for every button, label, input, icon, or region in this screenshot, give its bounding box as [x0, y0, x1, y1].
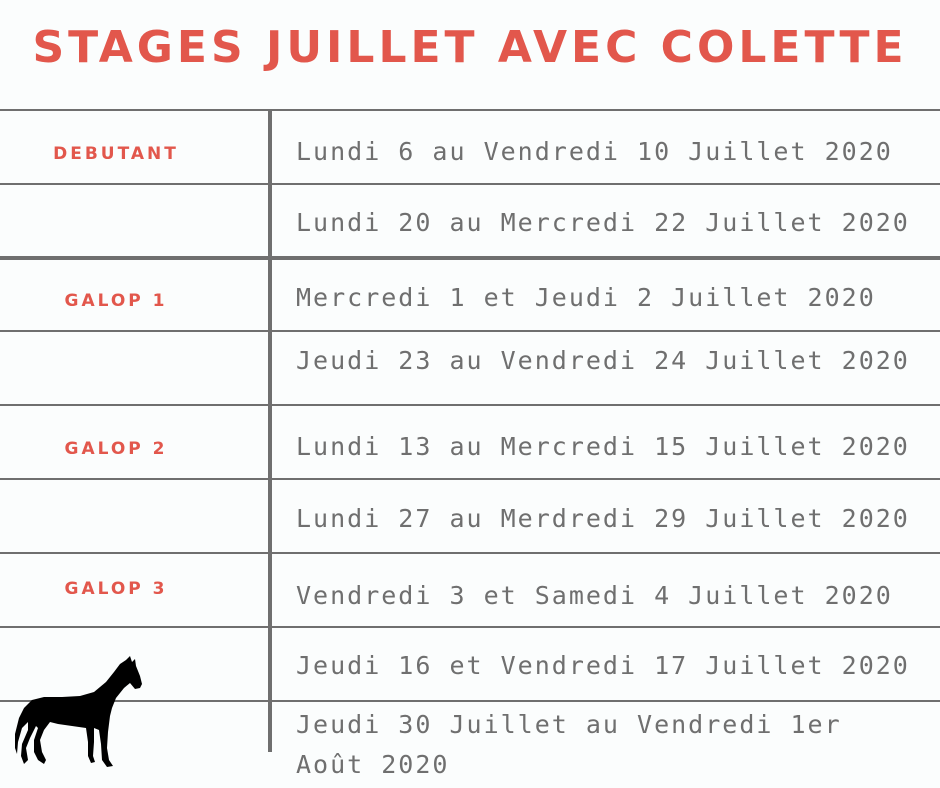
date-row: Vendredi 3 et Samedi 4 Juillet 2020 — [296, 581, 893, 610]
page-title: STAGES JUILLET AVEC COLETTE — [32, 22, 908, 73]
date-row: Jeudi 16 et Vendredi 17 Juillet 2020 — [296, 651, 910, 680]
category-galop-3: GALOP 3 — [64, 579, 168, 599]
group-divider — [0, 256, 940, 260]
date-row: Jeudi 30 Juillet au Vendredi 1er Août 2020 — [296, 710, 842, 779]
column-divider — [268, 110, 272, 752]
horse-silhouette-icon — [14, 656, 144, 772]
date-row: Lundi 6 au Vendredi 10 Juillet 2020 — [296, 137, 893, 166]
category-galop-1: GALOP 1 — [64, 291, 168, 311]
row-divider — [0, 183, 940, 185]
row-divider — [0, 330, 940, 332]
row-divider — [0, 626, 940, 628]
group-divider — [0, 404, 940, 406]
category-debutant: DEBUTANT — [53, 144, 179, 164]
date-row: Lundi 20 au Mercredi 22 Juillet 2020 — [296, 208, 910, 237]
date-row: Lundi 27 au Merdredi 29 Juillet 2020 — [296, 504, 910, 533]
date-row: Mercredi 1 et Jeudi 2 Juillet 2020 — [296, 283, 876, 312]
date-row: Jeudi 23 au Vendredi 24 Juillet 2020 — [296, 346, 910, 375]
row-divider — [0, 478, 940, 480]
date-row: Lundi 13 au Mercredi 15 Juillet 2020 — [296, 432, 910, 461]
category-galop-2: GALOP 2 — [64, 439, 168, 459]
group-divider — [0, 552, 940, 554]
table-top-rule — [0, 109, 940, 111]
